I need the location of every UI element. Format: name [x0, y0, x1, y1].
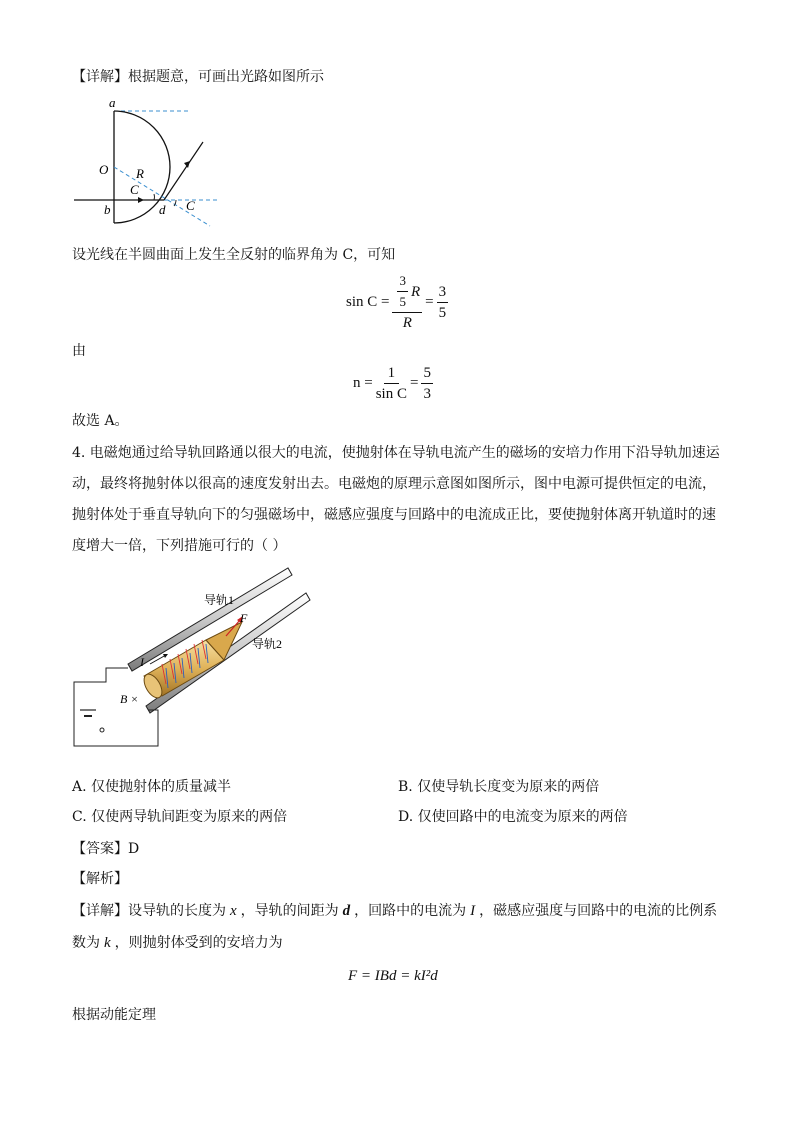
label-r: R — [136, 166, 144, 181]
label-c1: C — [130, 182, 139, 197]
eq1-res-num: 3 — [437, 283, 449, 303]
label-d: d — [159, 202, 166, 217]
question4-line-1: 4. 电磁炮通过给导轨回路通以很大的电流，使抛射体在导轨电流产生的磁场的安培力作用下沿导轨加速运 — [72, 445, 720, 461]
detail-part-4: ，磁感应强度与回路中的电流的比例系 — [479, 903, 718, 919]
equation-sin-c — [346, 272, 451, 332]
question4-line-2: 动，最终将抛射体以很高的速度发射出去。电磁炮的原理示意图如图所示，图中电源可提供恒定的电流， — [72, 476, 716, 492]
eq2-den: sin C — [375, 386, 407, 402]
label-a: a — [109, 95, 116, 110]
label-o: O — [99, 162, 109, 177]
conclusion-text: 故选 A。 — [72, 413, 129, 429]
critical-angle-text: 设光线在半圆曲面上发生全反射的临界角为 C，可知 — [72, 247, 396, 263]
question4-line-3: 抛射体处于垂直导轨向下的匀强磁场中，磁感应强度与回路中的电流成正比，要使抛射体离开轨道时的速 — [72, 507, 716, 523]
eq2-fraction — [376, 364, 407, 403]
option-d[interactable]: D. 仅使回路中的电流变为原来的两倍 — [398, 809, 628, 825]
switch-terminal — [100, 728, 104, 732]
analysis-heading: 【解析】 — [72, 871, 128, 887]
eq2-equals: = — [409, 375, 419, 391]
eq1-main-fraction — [392, 272, 422, 332]
detail-part-1: 【详解】设导轨的长度为 — [72, 903, 226, 919]
option-b[interactable]: B. 仅使导轨长度变为原来的两倍 — [398, 779, 600, 795]
label-current: I — [140, 655, 144, 669]
var-i: I — [470, 903, 476, 919]
eq1-result-fraction — [437, 283, 449, 322]
eq1-lhs: sin C = — [346, 293, 390, 310]
theorem-text: 根据动能定理 — [72, 1007, 156, 1023]
label-rail-2: 导轨2 — [252, 637, 283, 651]
detail-intro: 【详解】根据题意，可画出光路如图所示 — [72, 69, 324, 85]
option-a[interactable]: A. 仅使抛射体的质量减半 — [72, 779, 232, 795]
incident-arrow-icon — [138, 197, 144, 203]
you-text: 由 — [72, 343, 86, 359]
refracted-arrow-icon — [184, 161, 190, 168]
eq2-num: 1 — [384, 364, 400, 384]
eq1-den-var: R — [402, 315, 412, 331]
equation-n — [353, 364, 436, 403]
var-x: x — [230, 903, 237, 919]
detail-part-2: ，导轨的间距为 — [240, 903, 339, 919]
label-rail-1: 导轨1 — [204, 593, 235, 607]
question4-line-4: 度增大一倍，下列措施可行的（ ） — [72, 538, 287, 554]
var-k: k — [104, 935, 111, 951]
eq1-top-den: 5 — [399, 294, 406, 309]
eq2-lhs: n = — [353, 375, 373, 391]
label-c2: C — [186, 198, 195, 213]
light-path-figure — [66, 90, 226, 230]
eq1-top-num: 3 — [397, 272, 408, 292]
eq1-top-var: R — [410, 283, 421, 300]
detail-part-3: ，回路中的电流为 — [354, 903, 467, 919]
detail-part-5: 数为 — [72, 935, 100, 951]
label-field: B × — [120, 692, 139, 706]
equation-force: F = IBd = kI²d — [348, 968, 438, 984]
detail-part-6: ，则抛射体受到的安培力为 — [114, 935, 283, 951]
label-b: b — [104, 202, 111, 217]
eq2-res-num: 5 — [421, 364, 433, 384]
eq2-result-fraction — [421, 364, 433, 403]
option-c[interactable]: C. 仅使两导轨间距变为原来的两倍 — [72, 809, 288, 825]
railgun-figure — [66, 560, 326, 764]
answer-text: 【答案】D — [72, 841, 140, 857]
detail-line-1 — [72, 900, 717, 920]
var-d: d — [342, 903, 351, 919]
label-force: F — [240, 611, 248, 625]
eq1-equals: = — [425, 293, 434, 310]
eq2-res-den: 3 — [423, 386, 431, 402]
detail-line-2 — [72, 932, 283, 952]
normal-dashed — [114, 167, 210, 226]
eq1-res-den: 5 — [438, 304, 447, 321]
